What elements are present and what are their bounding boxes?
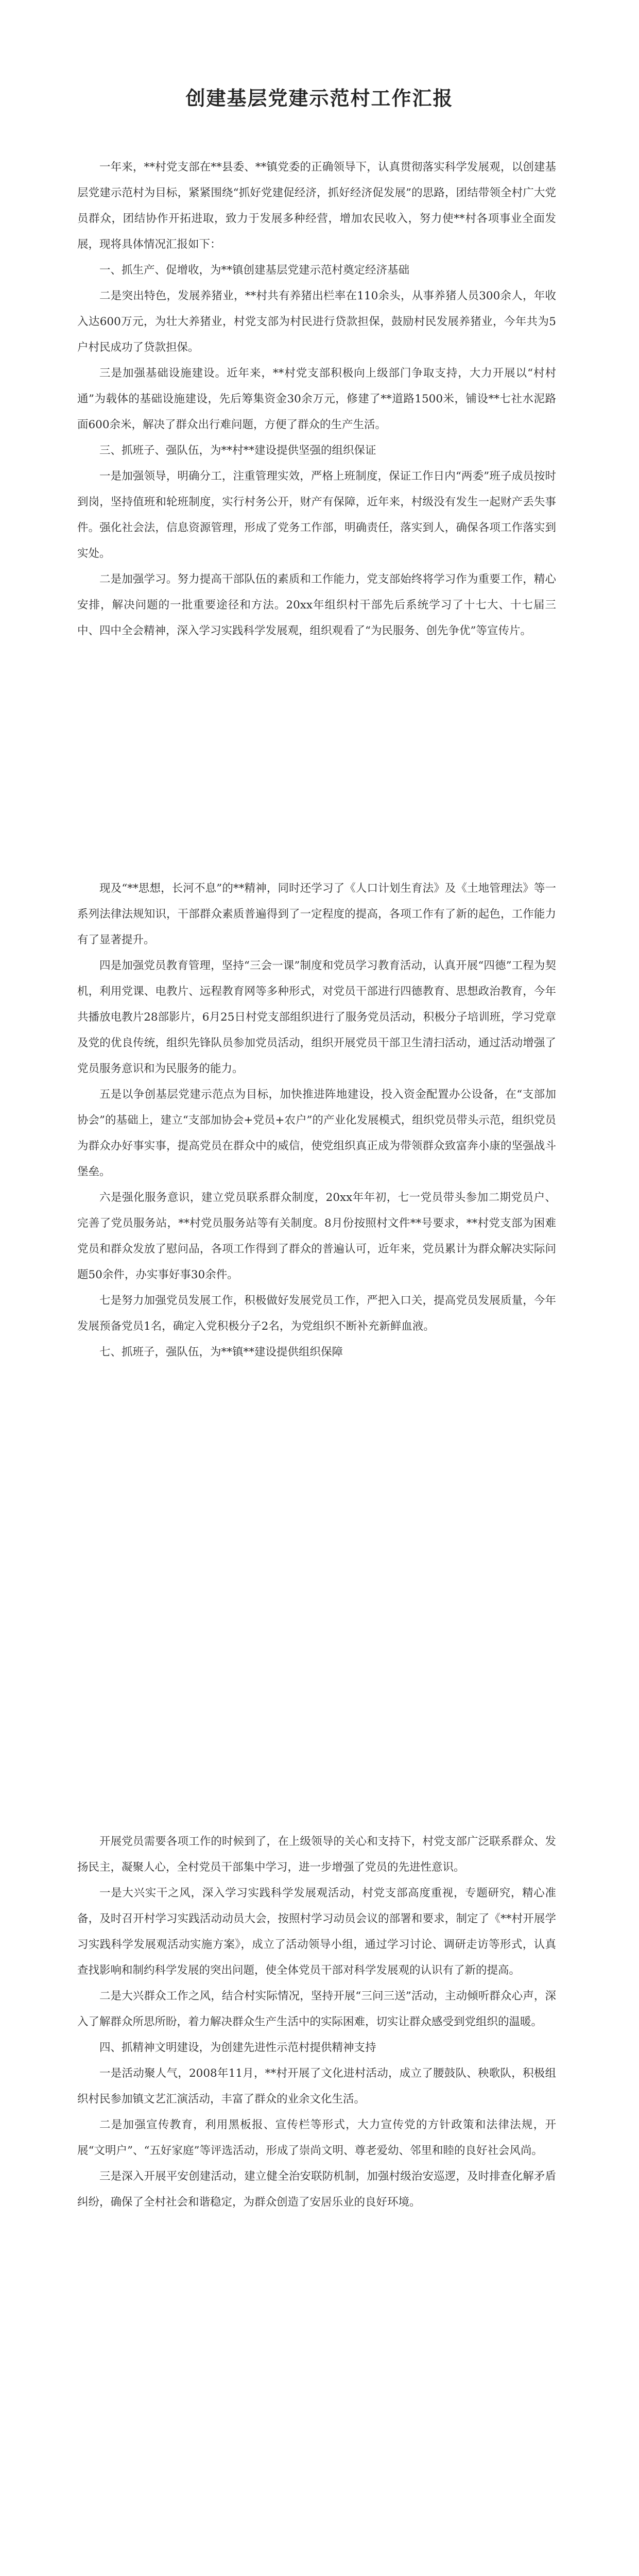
paragraph: 一是加强领导，明确分工，注重管理实效，严格上班制度，保证工作日内“两委”班子成员按时到岗，坚持值班和轮班制度，实行村务公开，财产有保障，近年来，村级没有发生一起财产丢失事件。强化社会法，信息资源管理，形成了党务工作部，明确责任，落实到人，确保各项工作落实到实处。 [77,470,556,560]
paragraph: 三是加强基础设施建设。近年来，**村党支部积极向上级部门争取支持，大力开展以“村村通”为载体的基础设施建设，先后筹集资金30余万元，修建了**道路1500米，铺设**七社水泥路面600余米，解决了群众出行难问题，方便了群众的生产生活。 [77,367,556,431]
section-heading: 一、抓生产、促增收，为**镇创建基层党建示范村奠定经济基础 [99,264,410,277]
paragraph: 五是以争创基层党建示范点为目标，加快推进阵地建设，投入资金配置办公设备，在“支部加协会”的基础上，建立“支部加协会+党员+农户”的产业化发展模式，组织党员带头示范，组织党员为群众办好事实事，提高党员在群众中的威信，使党组织真正成为带领群众致富奔小康的坚强战斗堡垒。 [77,1088,556,1178]
paragraph: 四是加强党员教育管理，坚持“三会一课”制度和党员学习教育活动，认真开展“四德”工程为契机，利用党课、电教片、远程教育网等多种形式，对党员干部进行四德教育、思想政治教育，今年共播放电教片28部影片，6月25日村党支部组织进行了服务党员活动，积极分子培训班，学习党章及党的优良传统，组织先锋队员参加党员活动，组织开展党员干部卫生清扫活动，通过活动增强了党员服务意识和为民服务的能力。 [77,959,556,1075]
section-heading: 四、抓精神文明建设，为创建先进性示范村提供精神支持 [99,2041,376,2054]
paragraph: 二是大兴群众工作之风，结合村实际情况，坚持开展“三问三送”活动，主动倾听群众心声，深入了解群众所思所盼，着力解决群众生产生活中的实际困难，切实让群众感受到党组织的温暖。 [77,1990,556,2028]
section-heading: 七、抓班子，强队伍，为**镇**建设提供组织保障 [99,1346,343,1359]
paragraph: 开展党员需要各项工作的时候到了，在上级领导的关心和支持下，村党支部广泛联系群众、发扬民主，凝聚人心，全村党员干部集中学习，进一步增强了党员的先进性意识。 [77,1835,556,1874]
paragraph: 一年来，**村党支部在**县委、**镇党委的正确领导下，认真贯彻落实科学发展观，以创建基层党建示范村为目标，紧紧围绕“抓好党建促经济，抓好经济促发展”的思路，团结带领全村广大党员群众，团结协作开拓进取，致力于发展多种经营，增加农民收入，努力使**村各项事业全面发展，现将具体情况汇报如下： [77,161,556,251]
section-heading: 三、抓班子、强队伍，为**村**建设提供坚强的组织保证 [99,444,376,457]
paragraph: 现及“**思想，长河不息”的**精神，同时还学习了《人口计划生育法》及《土地管理法》等一系列法律法规知识，干部群众素质普遍得到了一定程度的提高，各项工作有了新的起色，工作能力有了显著提升。 [77,882,556,946]
paragraph: 二是加强宣传教育，利用黑板报、宣传栏等形式，大力宣传党的方针政策和法律法规，开展“文明户”、“五好家庭”等评选活动，形成了崇尚文明、尊老爱幼、邻里和睦的良好社会风尚。 [77,2119,556,2157]
paragraph: 三是深入开展平安创建活动，建立健全治安联防机制，加强村级治安巡逻，及时排查化解矛盾纠纷，确保了全村社会和谐稳定，为群众创造了安居乐业的良好环境。 [77,2170,556,2209]
paragraph: 一是大兴实干之风，深入学习实践科学发展观活动，村党支部高度重视，专题研究，精心准备，及时召开村学习实践活动动员大会，按照村学习动员会议的部署和要求，制定了《**村开展学习实践科学发展观活动实施方案》，成立了活动领导小组，通过学习讨论、调研走访等形式，认真查找影响和制约科学发展的突出问题，使全体党员干部对科学发展观的认识有了新的提高。 [77,1887,556,1977]
content-block-2 [77,876,556,1365]
paragraph: 一是活动聚人气，2008年11月，**村开展了文化进村活动，成立了腰鼓队、秧歌队，积极组织村民参加镇文艺汇演活动，丰富了群众的业余文化生活。 [77,2067,556,2106]
paragraph: 二是加强学习。努力提高干部队伍的素质和工作能力，党支部始终将学习作为重要工作，精心安排，解决问题的一批重要途径和方法。20xx年组织村干部先后系统学习了十七大、十七届三中、四中全会精神，深入学习实践科学发展观，组织观看了“为民服务、创先争优”等宣传片。 [77,573,556,637]
content-block-3 [77,1829,556,2215]
paragraph: 七是努力加强党员发展工作，积极做好发展党员工作，严把入口关，提高党员发展质量，今年发展预备党员1名，确定入党积极分子2名，为党组织不断补充新鲜血液。 [77,1294,556,1333]
document-title: 创建基层党建示范村工作汇报 [185,87,454,110]
paragraph: 六是强化服务意识，建立党员联系群众制度，20xx年年初，七一党员带头参加二期党员户、完善了党员服务站，**村党员服务站等有关制度。8月份按照村文件**号要求，**村党支部为困难党员和群众发放了慰问品，各项工作得到了群众的普遍认可，近年来，党员累计为群众解决实际问题50余件，办实事好事30余件。 [77,1191,556,1281]
content-block-1 [77,155,556,644]
paragraph: 二是突出特色，发展养猪业，**村共有养猪出栏率在110余头，从事养猪人员300余人，年收入达600万元，为壮大养猪业，村党支部为村民进行贷款担保，鼓励村民发展养猪业，今年共为5户村民成功了贷款担保。 [77,290,556,354]
